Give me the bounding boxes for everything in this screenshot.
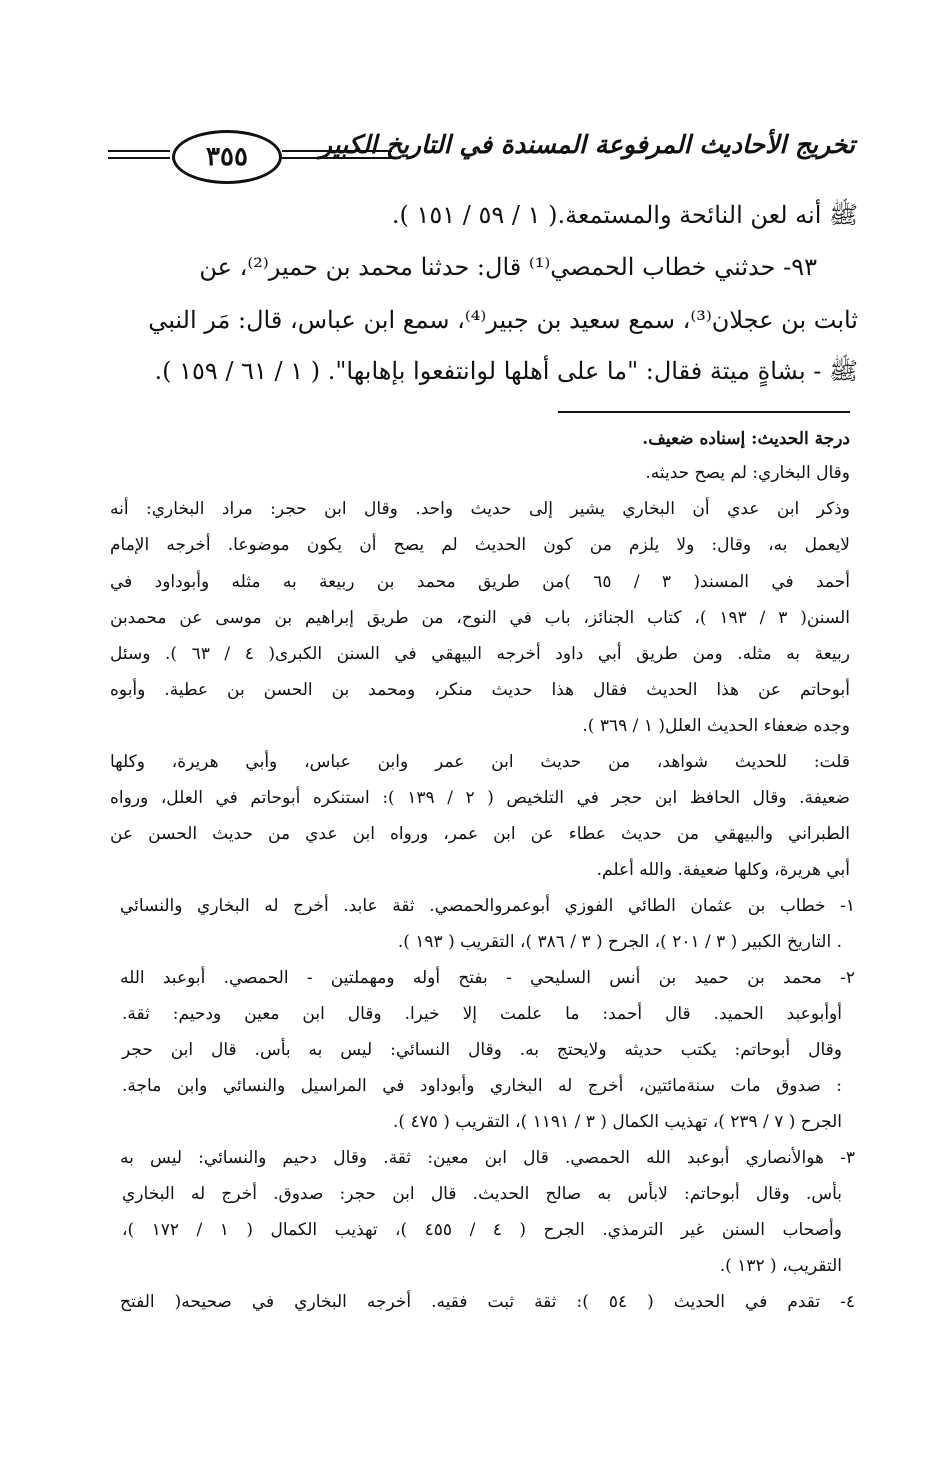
header-rule-top-left — [108, 150, 170, 152]
note-line: وجده ضعفاء الحديث العلل( ١ / ٣٦٩ ). — [582, 716, 850, 736]
footnote-line: وقال أبوحاتم: يكتب حديثه ولايحتج به. وقال النسائي: ليس به بأس. قال ابن حجر — [122, 1040, 842, 1060]
footnote-line: التقريب، ( ١٣٢ ). — [719, 1256, 842, 1276]
hadith-grade-heading: درجة الحديث: إسناده ضعيف. — [642, 429, 850, 449]
note-line: أحمد في المسند( ٣ / ٦٥ )من طريق محمد بن ربيعة به مثله وأبوداود في — [110, 572, 850, 592]
main-line: ﷺ - بشاةٍ ميتة فقال: "ما على أهلها لوانتفعوا بإهابها". ( ١ / ٦١ / ١٥٩ ). — [154, 357, 858, 385]
footnote-line: الجرح ( ٧ / ٢٣٩ )، تهذيب الكمال ( ٣ / ١١٩١ )، التقريب ( ٤٧٥ ). — [393, 1112, 842, 1132]
hadith-number-line: ٩٣- حدثني خطاب الحمصي⁽¹⁾ قال: حدثنا محمد بن حمير⁽²⁾، عن — [199, 253, 817, 281]
footnote-line: . التاريخ الكبير ( ٣ / ٢٠١ )، الجرح ( ٣ / ٣٨٦ )، التقريب ( ١٩٣ ). — [397, 932, 842, 952]
note-line: وذكر ابن عدي أن البخاري يشير إلى حديث واحد. وقال ابن حجر: مراد البخاري: أنه — [110, 499, 850, 519]
note-line: السنن( ٣ / ١٩٣ )، كتاب الجنائز، باب في النوح، من طريق إبراهيم بن موسى عن محمدبن — [110, 608, 850, 628]
footnote-line: بأس. وقال أبوحاتم: لابأس به صالح الحديث. قال ابن حجر: صدوق. أخرج له البخاري — [122, 1184, 842, 1204]
note-line: ضعيفة. وقال الحافظ ابن حجر في التلخيص ( ٢ / ١٣٩ ): استنكره أبوحاتم في العلل، ورواه — [110, 788, 850, 808]
note-line: أبوحاتم عن هذا الحديث فقال هذا حديث منكر، ومحمد بن الحسن بن عطية. وأبوه — [110, 680, 850, 700]
note-line: أبي هريرة، وكلها ضعيفة. والله أعلم. — [596, 860, 850, 880]
footnote-1: ١- خطاب بن عثمان الطائي الفوزي أبوعمروالحمصي. ثقة عابد. أخرج له البخاري والنسائي — [120, 896, 855, 916]
footnote-2: ٢- محمد بن حميد بن أنس السليحي - بفتح أوله ومهملتين - الحمصي. أبوعبد الله — [120, 968, 855, 988]
footnote-line: : صدوق مات سنةمائتين، أخرج له البخاري وأبوداود في المراسيل والنسائي وابن ماجة. — [122, 1076, 842, 1096]
note-line: لايعمل به، وقال: ولا يلزم من كون الحديث لم يصح أن يكون موضوعا. أخرجه الإمام — [110, 535, 850, 555]
note-line: ربيعة به مثله. ومن طريق أبي داود أخرجه البيهقي في السنن الكبرى( ٤ / ٦٣ ). وسئل — [110, 644, 850, 664]
main-line: ثابت بن عجلان⁽³⁾، سمع سعيد بن جبير⁽⁴⁾، سمع ابن عباس، قال: مَر النبي — [148, 306, 858, 334]
footnote-4: ٤- تقدم في الحديث ( ٥٤ ): ثقة ثبت فقيه. أخرجه البخاري في صحيحه( الفتح — [120, 1292, 855, 1312]
running-title: تخريج الأحاديث المرفوعة المسندة في التاريخ الكبير — [319, 130, 855, 159]
footnote-separator — [558, 411, 850, 413]
note-line: الطبراني والبيهقي من حديث عطاء عن ابن عمر، ورواه ابن عدي من حديث الحسن عن — [110, 824, 851, 844]
header-rule-bottom-left — [108, 157, 170, 159]
note-line: وقال البخاري: لم يصح حديثه. — [645, 463, 850, 483]
page-number: ٣٥٥ — [172, 130, 282, 184]
main-line: ﷺ أنه لعن النائحة والمستمعة.( ١ / ٥٩ / ١٥١ ). — [391, 201, 858, 229]
footnote-line: أوأبوعبد الحميد. قال أحمد: ما علمت إلا خيرا. وقال ابن معين ودحيم: ثقة. — [122, 1004, 842, 1024]
footnote-3: ٣- هوالأنصاري أبوعبد الله الحمصي. قال ابن معين: ثقة. وقال دحيم والنسائي: ليس به — [120, 1148, 855, 1168]
qultu-line: قلت: للحديث شواهد، من حديث ابن عمر وابن عباس، وأبي هريرة، وكلها — [110, 752, 850, 772]
footnote-line: وأصحاب السنن غير الترمذي. الجرح ( ٤ / ٤٥٥ )، تهذيب الكمال ( ١ / ١٧٢ )، — [122, 1220, 842, 1240]
